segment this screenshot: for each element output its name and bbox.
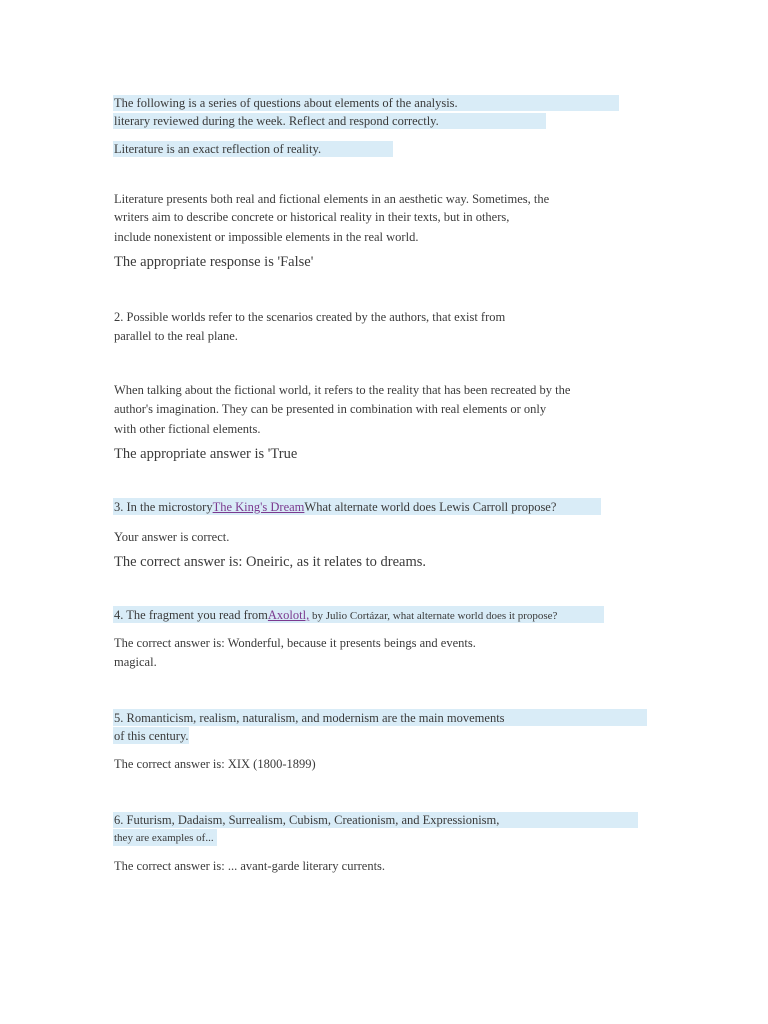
question-1: Literature is an exact reflection of reality. [114,142,322,156]
question-4-prefix: 4. The fragment you read from [114,608,268,622]
story-link[interactable]: The King's Dream [212,500,305,514]
explanation-line: include nonexistent or impossible elements in the real world. [114,230,419,244]
answer-3: The correct answer is: Oneiric, as it relates to dreams. [114,554,427,570]
question-2-line: 2. Possible worlds refer to the scenarios created by the authors, that exist from [114,310,506,324]
intro-line: The following is a series of questions about elements of the analysis. [114,96,458,110]
explanation-line: with other fictional elements. [114,422,261,436]
question-4 [114,607,557,624]
explanation-line: writers aim to describe concrete or historical reality in their texts, but in others, [114,210,510,224]
question-3-suffix: What alternate world does Lewis Carroll propose? [304,500,557,514]
question-3 [114,499,556,515]
explanation-line: Literature presents both real and fictional elements in an aesthetic way. Sometimes, the [114,192,550,206]
answer-5: The correct answer is: XIX (1800-1899) [114,757,316,771]
answer-2: The appropriate answer is 'True [114,446,298,462]
question-5-line: 5. Romanticism, realism, naturalism, and modernism are the main movements [114,711,505,725]
explanation-line: When talking about the fictional world, it refers to the reality that has been recreated by the [114,383,571,397]
answer-1: The appropriate response is 'False' [114,254,314,270]
answer-4-line: magical. [114,655,157,669]
question-2-line: parallel to the real plane. [114,329,238,343]
answer-4-line: The correct answer is: Wonderful, because it presents beings and events. [114,636,476,650]
intro-line: literary reviewed during the week. Reflect and respond correctly. [114,114,439,128]
feedback-text: Your answer is correct. [114,530,230,544]
explanation-line: author's imagination. They can be presented in combination with real elements or only [114,402,547,416]
question-6-line: they are examples of... [114,832,214,844]
question-3-prefix: 3. In the microstory [114,500,213,514]
question-5-line: of this century. [114,729,189,743]
question-4-suffix: by Julio Cortázar, what alternate world does it propose? [309,610,558,622]
question-6-line: 6. Futurism, Dadaism, Surrealism, Cubism, Creationism, and Expressionism, [114,813,500,827]
answer-6: The correct answer is: ... avant-garde literary currents. [114,859,386,873]
story-link[interactable]: Axolotl, [267,608,310,622]
